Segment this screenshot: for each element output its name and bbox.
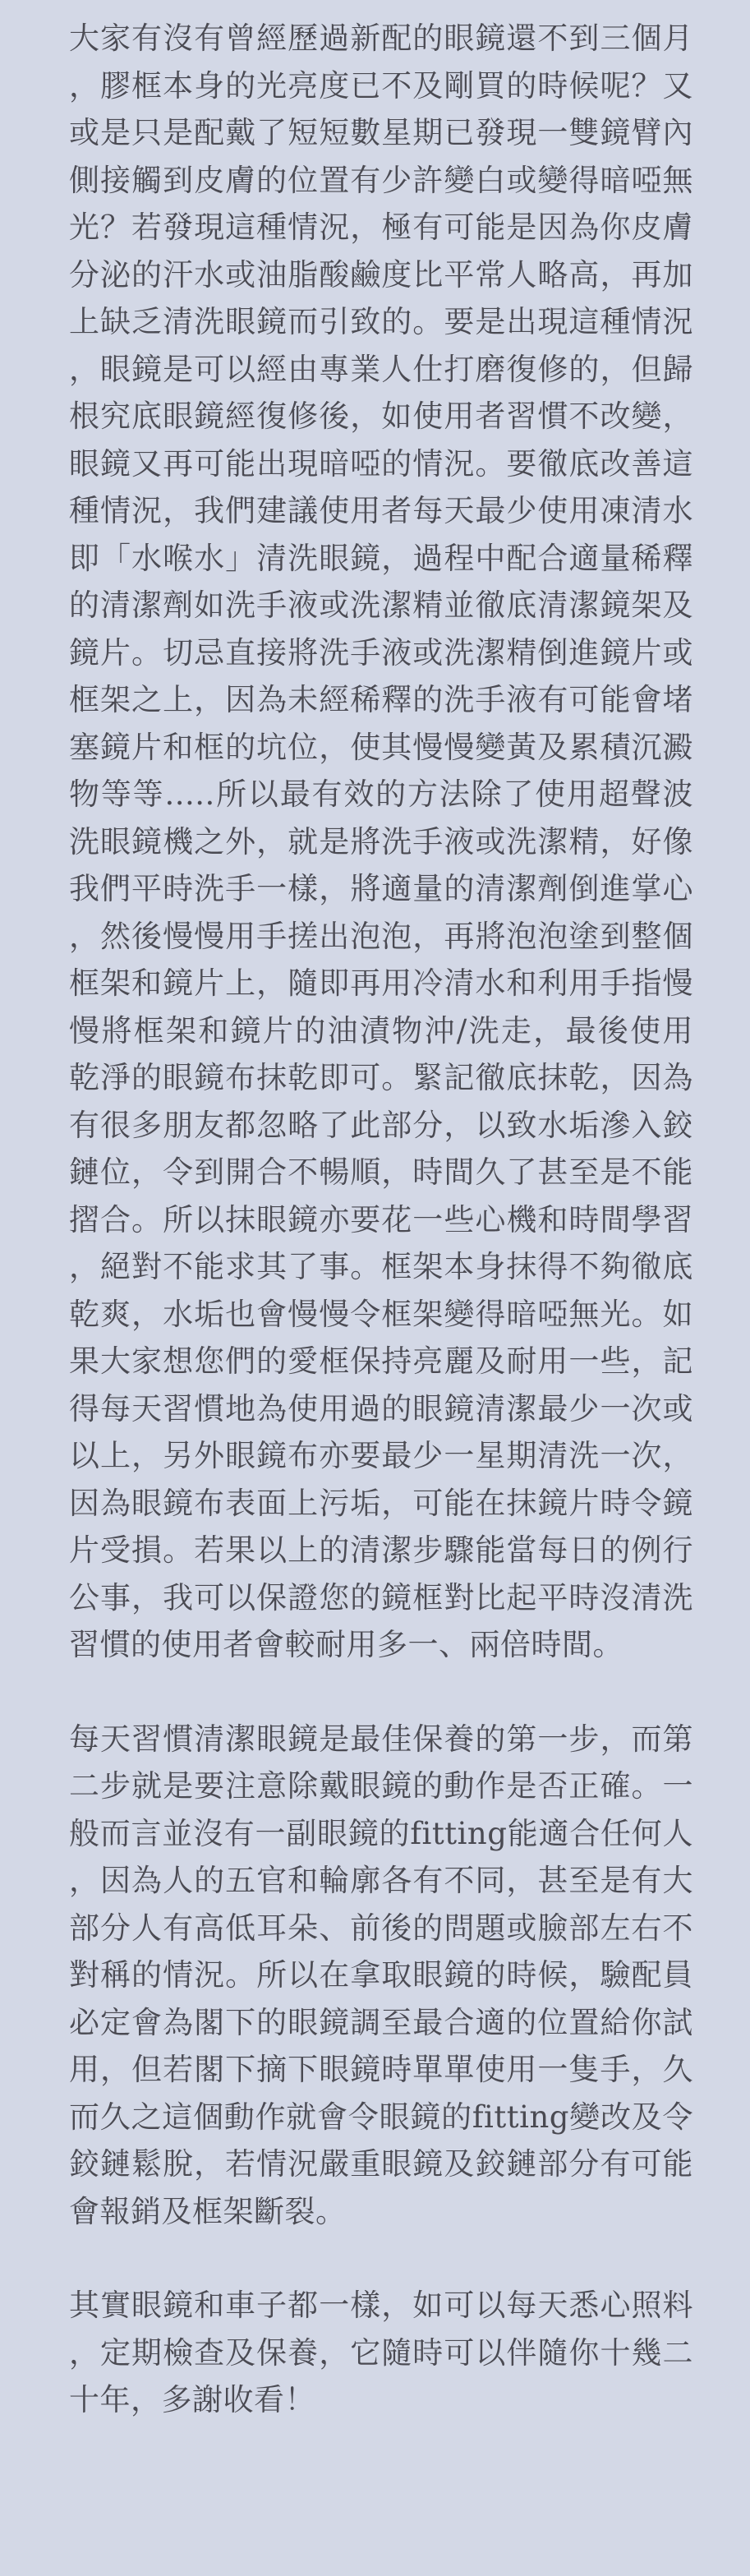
- paragraph-closing: 其實眼鏡和車子都一樣，如可以每天悉心照料，定期檢查及保養，它隨時可以伴隨你十幾二十年，多謝收看！: [69, 2288, 693, 2417]
- paragraph-cleaning: 大家有沒有曾經歷過新配的眼鏡還不到三個月，膠框本身的光亮度已不及剛買的時候呢？又或是只是配戴了短短數星期已發現一雙鏡臂內側接觸到皮膚的位置有少許變白或變得暗啞無光？若發現這種情況，極有可能是因為你皮膚分泌的汗水或油脂酸鹼度比平常人略高，再加上缺乏清洗眼鏡而引致的。要是出現這種情況，眼鏡是可以經由專業人仕打磨復修的，但歸根究底眼鏡經復修後，如使用者習慣不改變，眼鏡又再可能出現暗啞的情況。要徹底改善這種情況，我們建議使用者每天最少使用凍清水即「水喉水」清洗眼鏡，過程中配合適量稀釋的清潔劑如洗手液或洗潔精並徹底清潔鏡架及鏡片。切忌直接將洗手液或洗潔精倒進鏡片或框架之上，因為未經稀釋的洗手液有可能會堵塞鏡片和框的坑位，使其慢慢變黃及累積沉澱物等等.....所以最有效的方法除了使用超聲波洗眼鏡機之外，就是將洗手液或洗潔精，好像我們平時洗手一樣，將適量的清潔劑倒進掌心，然後慢慢用手搓出泡泡，再將泡泡塗到整個框架和鏡片上，隨即再用冷清水和利用手指慢慢將框架和鏡片的油漬物沖/洗走，最後使用乾淨的眼鏡布抹乾即可。緊記徹底抹乾，因為有很多朋友都忽略了此部分，以致水垢滲入鉸鏈位，令到開合不暢順，時間久了甚至是不能摺合。所以抹眼鏡亦要花一些心機和時間學習，絕對不能求其了事。框架本身抹得不夠徹底乾爽，水垢也會慢慢令框架變得暗啞無光。如果大家想您們的愛框保持亮麗及耐用一些，記得每天習慣地為使用過的眼鏡清潔最少一次或以上，另外眼鏡布亦要最少一星期清洗一次，因為眼鏡布表面上污垢，可能在抹鏡片時令鏡片受損。若果以上的清潔步驟能當每日的例行公事，我可以保證您的鏡框對比起平時沒清洗習慣的使用者會較耐用多一、兩倍時間。: [69, 21, 693, 1662]
- paragraph-wearing: 每天習慣清潔眼鏡是最佳保養的第一步，而第二步就是要注意除戴眼鏡的動作是否正確。一般而言並沒有一副眼鏡的fitting能適合任何人，因為人的五官和輪廓各有不同，甚至是有大部分人有高低耳朵、前後的問題或臉部左右不對稱的情況。所以在拿取眼鏡的時候，驗配員必定會為閣下的眼鏡調至最合適的位置給你試用，但若閣下摘下眼鏡時單單使用一隻手，久而久之這個動作就會令眼鏡的fitting變改及令鉸鏈鬆脫，若情況嚴重眼鏡及鉸鏈部分有可能會報銷及框架斷裂。: [69, 1721, 693, 2229]
- article-body: [69, 15, 693, 2424]
